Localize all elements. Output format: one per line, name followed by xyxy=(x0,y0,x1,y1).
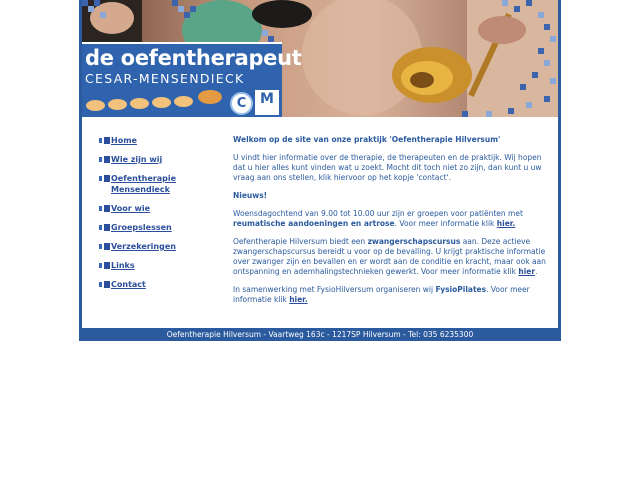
nav-item-groepslessen[interactable] xyxy=(98,222,198,233)
nav-item-contact[interactable] xyxy=(98,279,198,290)
nav-item-verzekeringen[interactable] xyxy=(98,241,198,252)
decor-square xyxy=(538,48,544,54)
pill-shape xyxy=(152,97,171,108)
news2-more: aan. Deze actieve zwangerschapscursus bereidt u voor op de bevalling. U krijgt praktische informatie over zwanger zijn en bevallen en er wordt aan de conditie en kracht, maar ook aan ontspanning en ademhalingstechnieken gewerkt. Voor meer informatie klik xyxy=(233,237,546,276)
news-item-zwangerschap xyxy=(233,237,555,277)
news1-text: Woensdagochtend van 9.00 tot 10.00 uur zijn er groepen voor patiënten met xyxy=(233,209,523,218)
decor-square xyxy=(550,78,556,84)
decor-square xyxy=(526,0,532,6)
news1-link[interactable]: hier. xyxy=(496,219,516,228)
nav-link-home[interactable]: Home xyxy=(111,136,137,145)
decor-square xyxy=(184,12,190,18)
decor-square xyxy=(190,6,196,12)
news3-more: . Voor meer informatie klik xyxy=(233,285,530,304)
page-frame xyxy=(79,0,561,341)
decor-square xyxy=(520,84,526,90)
news-item-pilates xyxy=(233,285,555,305)
main-text xyxy=(233,135,555,313)
logo-subtitle: CESAR-MENSENDIECK xyxy=(85,71,245,86)
bullet-icon xyxy=(99,175,110,182)
nav-item-oefentherapie[interactable] xyxy=(98,173,198,195)
news3-link[interactable]: hier. xyxy=(289,295,308,304)
bullet-icon xyxy=(99,156,110,163)
sidebar-nav xyxy=(98,135,198,298)
nav-link-wie-zijn-wij[interactable]: Wie zijn wij xyxy=(111,155,163,164)
decor-square xyxy=(544,96,550,102)
m-emblem-icon xyxy=(255,90,279,115)
intro-paragraph: U vindt hier informatie over de therapie, de therapeuten en de praktijk. Wij hopen dat u hier alles kunt vinden wat u zoekt. Mocht dit toch niet zo zijn, dan kunt u uw vraag aan ons stellen, klik hiervoor op het kopje 'contact'. xyxy=(233,153,542,182)
pill-shape xyxy=(108,99,127,110)
news3-highlight: FysioPilates xyxy=(435,285,487,294)
pill-shape xyxy=(86,100,105,111)
pill-shape xyxy=(130,98,149,109)
nav-item-wie-zijn-wij[interactable] xyxy=(98,154,198,165)
nav-link-voor-wie[interactable]: Voor wie xyxy=(111,204,151,213)
nav-link-verzekeringen[interactable]: Verzekeringen xyxy=(111,242,176,251)
news1-more: . Voor meer informatie klik xyxy=(394,219,497,228)
decor-square xyxy=(100,12,106,18)
decor-square xyxy=(526,102,532,108)
decor-square xyxy=(508,108,514,114)
welcome-heading: Welkom op de site van onze praktijk 'Oefentherapie Hilversum' xyxy=(233,135,501,144)
c-emblem-icon xyxy=(230,92,253,115)
news3-text: In samenwerking met FysioHilversum organiseren wij xyxy=(233,285,436,294)
news2-text: Oefentherapie Hilversum biedt een xyxy=(233,237,368,246)
bullet-icon xyxy=(99,281,110,288)
bullet-icon xyxy=(99,137,110,144)
nav-item-links[interactable] xyxy=(98,260,198,271)
bullet-icon xyxy=(99,224,110,231)
decor-square xyxy=(514,6,520,12)
decor-square xyxy=(550,36,556,42)
bullet-icon xyxy=(99,243,110,250)
decor-square xyxy=(544,24,550,30)
decor-square xyxy=(88,6,94,12)
decor-square xyxy=(94,0,100,6)
footer-address: Oefentherapie Hilversum - Vaartweg 163c - 1217SP Hilversum - Tel: 035 6235300 xyxy=(166,330,474,339)
news2-highlight: zwangerschapscursus xyxy=(367,237,461,246)
news-item-reuma xyxy=(233,209,555,229)
nav-link-oefentherapie[interactable]: Oefentherapie Mensendieck xyxy=(111,174,177,194)
news-heading: Nieuws! xyxy=(233,191,268,200)
emblem-c-letter: C xyxy=(236,96,247,111)
nav-link-groepslessen[interactable]: Groepslessen xyxy=(111,223,172,232)
logo-title: de oefentherapeut xyxy=(85,46,302,70)
decor-square xyxy=(532,72,538,78)
header-banner xyxy=(82,0,558,117)
news2-end: . xyxy=(535,267,538,276)
decor-square xyxy=(544,60,550,66)
logo xyxy=(82,42,302,117)
decor-square xyxy=(502,0,508,6)
news2-link[interactable]: hier xyxy=(518,267,536,276)
emblem-m-letter: M xyxy=(260,91,274,107)
content-area xyxy=(82,117,558,328)
news1-highlight: reumatische aandoeningen en artrose xyxy=(233,219,395,228)
nav-item-home[interactable] xyxy=(98,135,198,146)
bullet-icon xyxy=(99,205,110,212)
decor-square xyxy=(538,12,544,18)
bullet-icon xyxy=(99,262,110,269)
pill-shape xyxy=(174,96,193,107)
nav-item-voor-wie[interactable] xyxy=(98,203,198,214)
nav-link-contact[interactable]: Contact xyxy=(111,280,146,289)
nav-link-links[interactable]: Links xyxy=(111,261,135,270)
pill-shape xyxy=(198,90,222,104)
